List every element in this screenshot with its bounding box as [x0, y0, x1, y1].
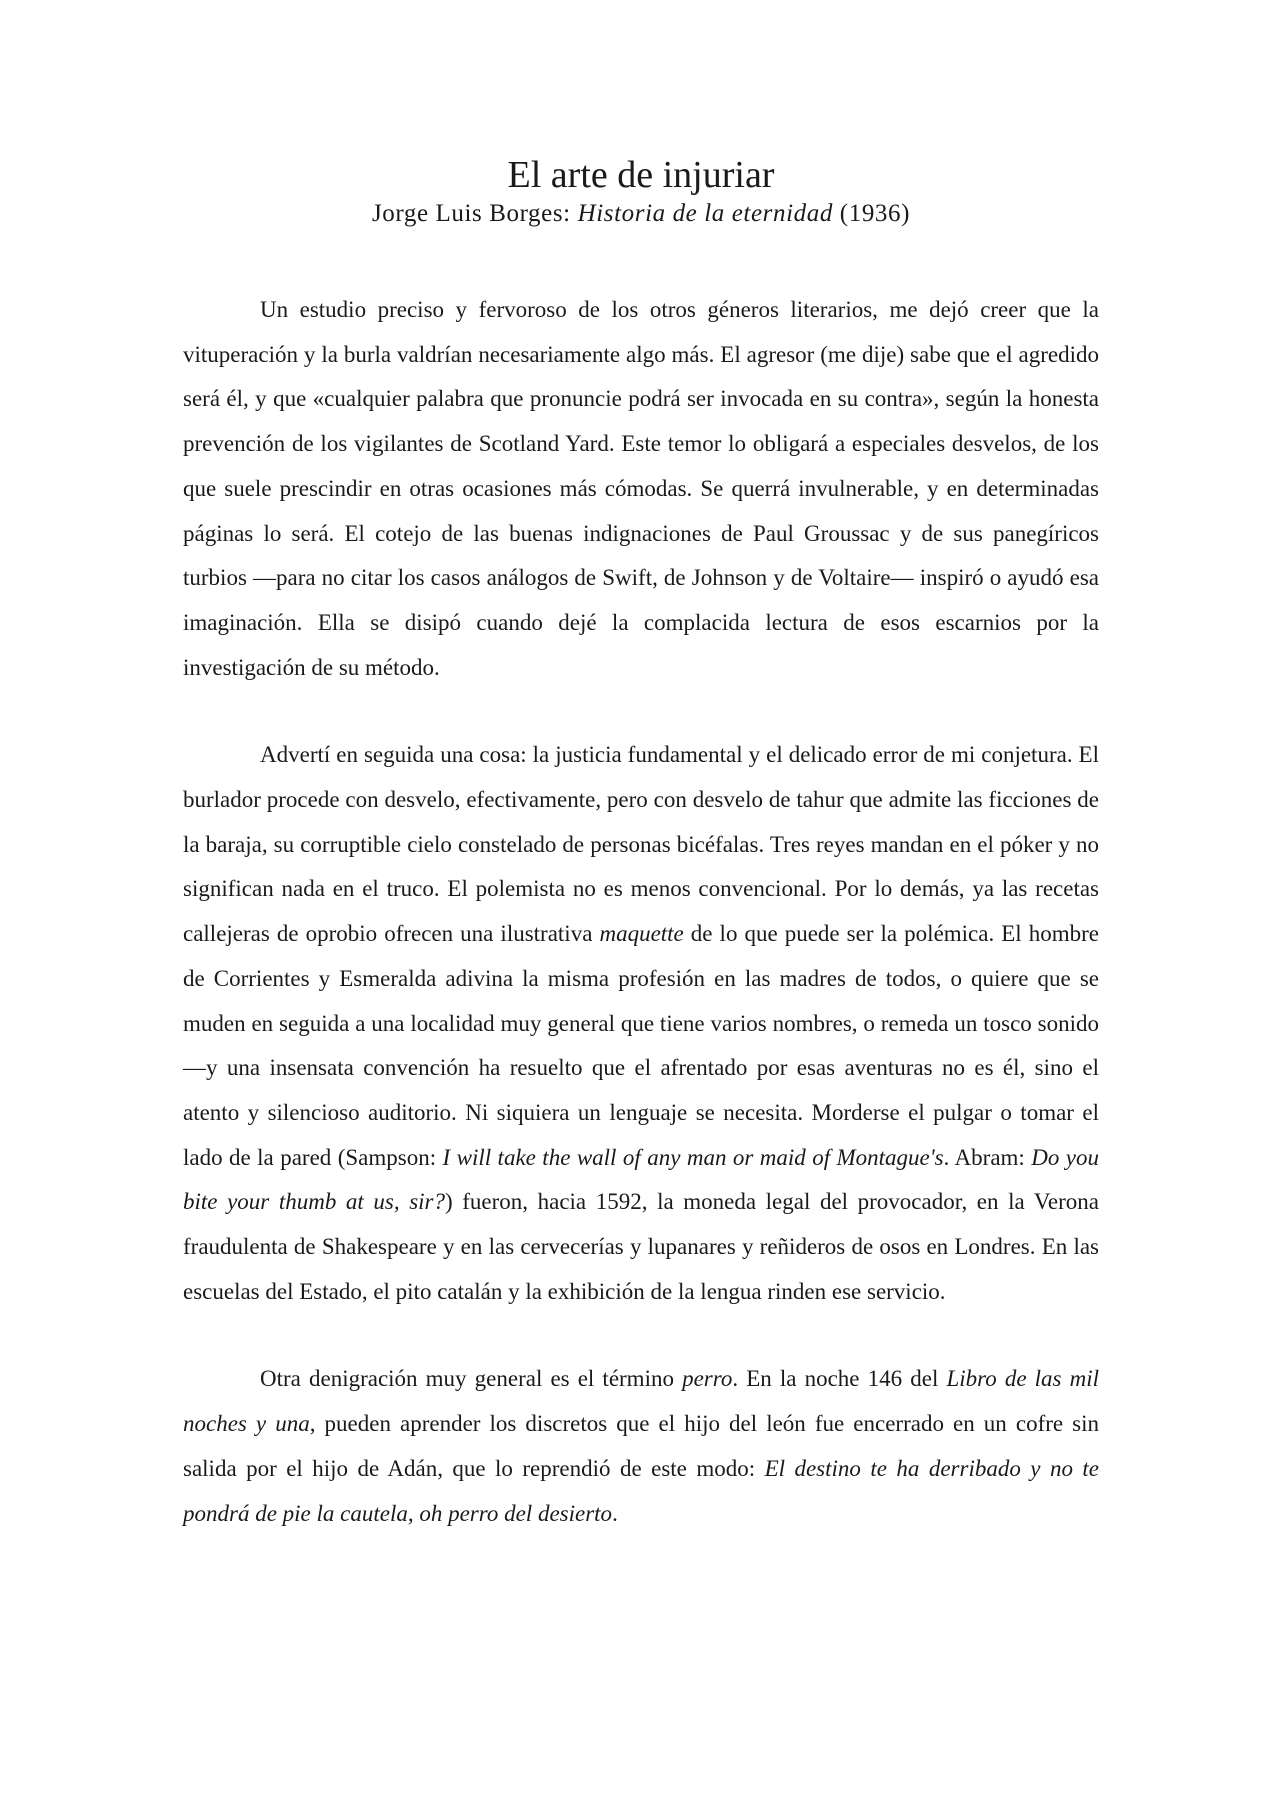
subtitle-year: (1936): [832, 200, 911, 227]
paragraph-text: . Abram:: [943, 1144, 1032, 1170]
italic-text: perro: [682, 1366, 733, 1392]
subtitle-book-title: Historia de la eternidad: [577, 200, 833, 227]
paragraph-text: Un estudio preciso y fervoroso de los otros géneros literarios, me dejó creer que la vituperación y la burla valdrían necesariamente algo más. El agresor (me dije) sabe que el agredido será él, y que «cualquier palabra que pronuncie podrá ser invocada en su contra», según la honesta prevención de los vigilantes de Scotland Yard. Este temor lo obligará a especiales desvelos, de los que suele prescindir en otras ocasiones más cómodas. Se querrá invulnerable, y en determinadas páginas lo será. El cotejo de las buenas indignaciones de Paul Groussac y de sus panegíricos turbios —para no citar los casos análogos de Swift, de Johnson y de Voltaire— inspiró o ayudó esa imaginación. Ella se disipó cuando dejé la complacida lectura de esos escarnios por la investigación de su método.: [183, 297, 1099, 680]
italic-book-title: Libro de las mil noches y una: [183, 1366, 1100, 1437]
paragraph-text: Otra denigración muy general es el término: [260, 1366, 683, 1392]
paragraph-text: ) fueron, hacia 1592, la moneda legal del provocador, en la Verona fraudulenta de Shakespeare y en las cervecerías y lupanares y reñideros de osos en Londres. En las escuelas del Estado, el pito catalán y la exhibición de la lengua rinden ese servicio.: [183, 1189, 1100, 1304]
document-page: [183, 152, 1099, 1579]
document-subtitle: [183, 198, 1099, 230]
document-title: El arte de injuriar: [507, 154, 775, 196]
italic-text: maquette: [599, 921, 684, 947]
paragraph-text: , pueden aprender los discretos que el hijo del león fue encerrado en un cofre sin salida por el hijo de Adán, que lo reprendió de este modo:: [183, 1411, 1099, 1481]
italic-quote: El destino te ha derribado y no te pondrá de pie la cautela, oh perro del desierto: [183, 1455, 1099, 1526]
paragraph-text: de lo que puede ser la polémica. El hombre de Corrientes y Esmeralda adivina la misma profesión en las madres de todos, o quiere que se muden en seguida a una localidad muy general que tiene varios nombres, o remeda un tosco sonido —y una insensata convención ha resuelto que el afrentado por esas aventuras no es él, sino el atento y silencioso auditorio. Ni siquiera un lenguaje se necesita. Morderse el pulgar o tomar el lado de la pared (Sampson:: [183, 921, 1099, 1170]
paragraph-3: [183, 1357, 1099, 1536]
paragraph-2: [183, 733, 1099, 1314]
italic-quote: I will take the wall of any man or maid of Montague's: [442, 1144, 944, 1170]
paragraph-text: . En la noche 146 del: [732, 1366, 947, 1392]
paragraph-text: .: [612, 1500, 618, 1526]
paragraph-text: Advertí en seguida una cosa: la justicia fundamental y el delicado error de mi conjetura. El burlador procede con desvelo, efectivamente, pero con desvelo de tahur que admite las ficciones de la baraja, su corruptible cielo constelado de personas bicéfalas. Tres reyes mandan en el póker y no significan nada en el truco. El polemista no es menos convencional. Por lo demás, ya las recetas callejeras de oprobio ofrecen una ilustrativa: [183, 742, 1099, 947]
subtitle-author: Jorge Luis Borges:: [371, 200, 578, 227]
paragraph-1: [183, 288, 1099, 690]
italic-quote: Do you bite your thumb at us, sir?: [183, 1144, 1099, 1215]
